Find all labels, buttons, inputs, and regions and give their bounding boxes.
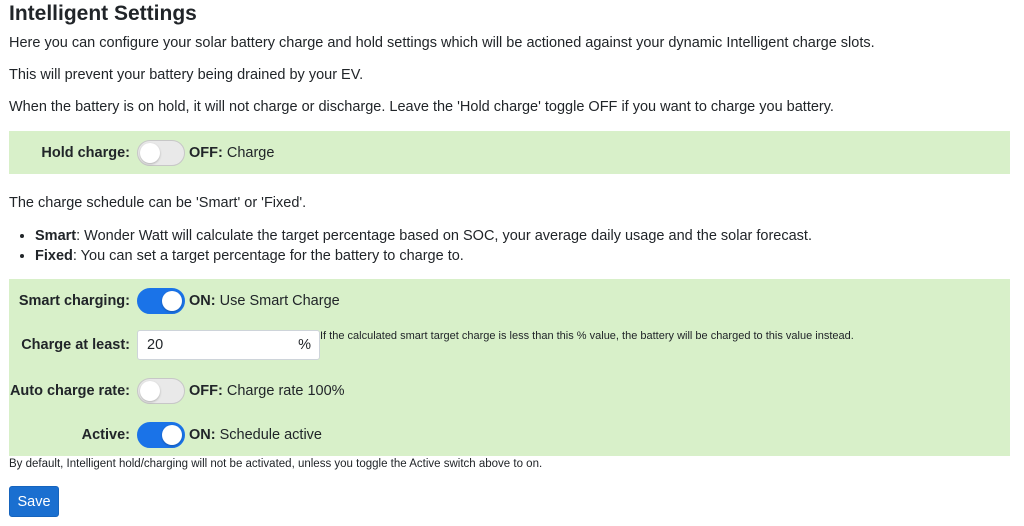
active-toggle[interactable]: [137, 422, 185, 448]
state-word: OFF:: [189, 383, 223, 399]
smart-charging-toggle[interactable]: [137, 288, 185, 314]
list-item: [35, 246, 812, 266]
state-text: Charge rate 100%: [226, 383, 345, 399]
auto-charge-rate-label: Auto charge rate:: [9, 383, 130, 399]
hold-charge-state: [189, 145, 274, 161]
hold-charge-toggle[interactable]: [137, 140, 185, 166]
smart-charging-label: Smart charging:: [18, 293, 130, 309]
toggle-knob: [162, 291, 182, 311]
percent-unit: %: [298, 337, 311, 353]
bullet-text: : You can set a target percentage for the battery to charge to.: [72, 248, 464, 264]
state-text: Charge: [226, 145, 275, 161]
save-button[interactable]: Save: [9, 486, 59, 517]
smart-charging-row: [9, 286, 1010, 316]
intro-paragraph-2: This will prevent your battery being drained by your EV.: [9, 67, 364, 83]
active-row: [9, 420, 1010, 450]
bullet-term: Fixed: [35, 248, 73, 264]
active-label: Active:: [81, 427, 130, 443]
schedule-options-list: [9, 226, 812, 266]
schedule-description: The charge schedule can be 'Smart' or 'Fixed'.: [9, 195, 307, 211]
intro-paragraph-1: Here you can configure your solar battery charge and hold settings which will be actioned against your dynamic Intelligent charge slots.: [9, 35, 875, 51]
list-item: [35, 226, 812, 246]
auto-charge-rate-row: [9, 376, 1010, 406]
active-state: [189, 427, 322, 443]
charge-at-least-input[interactable]: [147, 337, 287, 353]
activation-footnote: By default, Intelligent hold/charging will not be activated, unless you toggle the Active switch above to on.: [9, 458, 543, 470]
toggle-knob: [140, 381, 160, 401]
hold-charge-label: Hold charge:: [41, 145, 130, 161]
state-word: OFF:: [189, 145, 223, 161]
charge-at-least-label: Charge at least:: [21, 337, 130, 353]
state-text: Schedule active: [219, 427, 322, 443]
charge-at-least-hint: If the calculated smart target charge is less than this % value, the battery will be charged to this value instead.: [320, 330, 854, 342]
smart-charging-state: [189, 293, 340, 309]
hold-charge-row: [9, 138, 1010, 168]
intro-paragraph-3: When the battery is on hold, it will not charge or discharge. Leave the 'Hold charge' toggle OFF if you want to charge you battery.: [9, 99, 834, 115]
state-word: ON:: [189, 293, 216, 309]
bullet-text: : Wonder Watt will calculate the target percentage based on SOC, your average daily usage and the solar forecast.: [76, 228, 812, 244]
charge-at-least-row: [9, 330, 1010, 360]
hold-charge-panel: [9, 131, 1010, 174]
auto-charge-rate-state: [189, 383, 345, 399]
bullet-term: Smart: [35, 228, 77, 244]
toggle-knob: [162, 425, 182, 445]
toggle-knob: [140, 143, 160, 163]
state-text: Use Smart Charge: [219, 293, 340, 309]
schedule-panel: [9, 279, 1010, 456]
auto-charge-rate-toggle[interactable]: [137, 378, 185, 404]
page-title: Intelligent Settings: [9, 2, 197, 25]
charge-at-least-field: [137, 330, 320, 360]
state-word: ON:: [189, 427, 216, 443]
